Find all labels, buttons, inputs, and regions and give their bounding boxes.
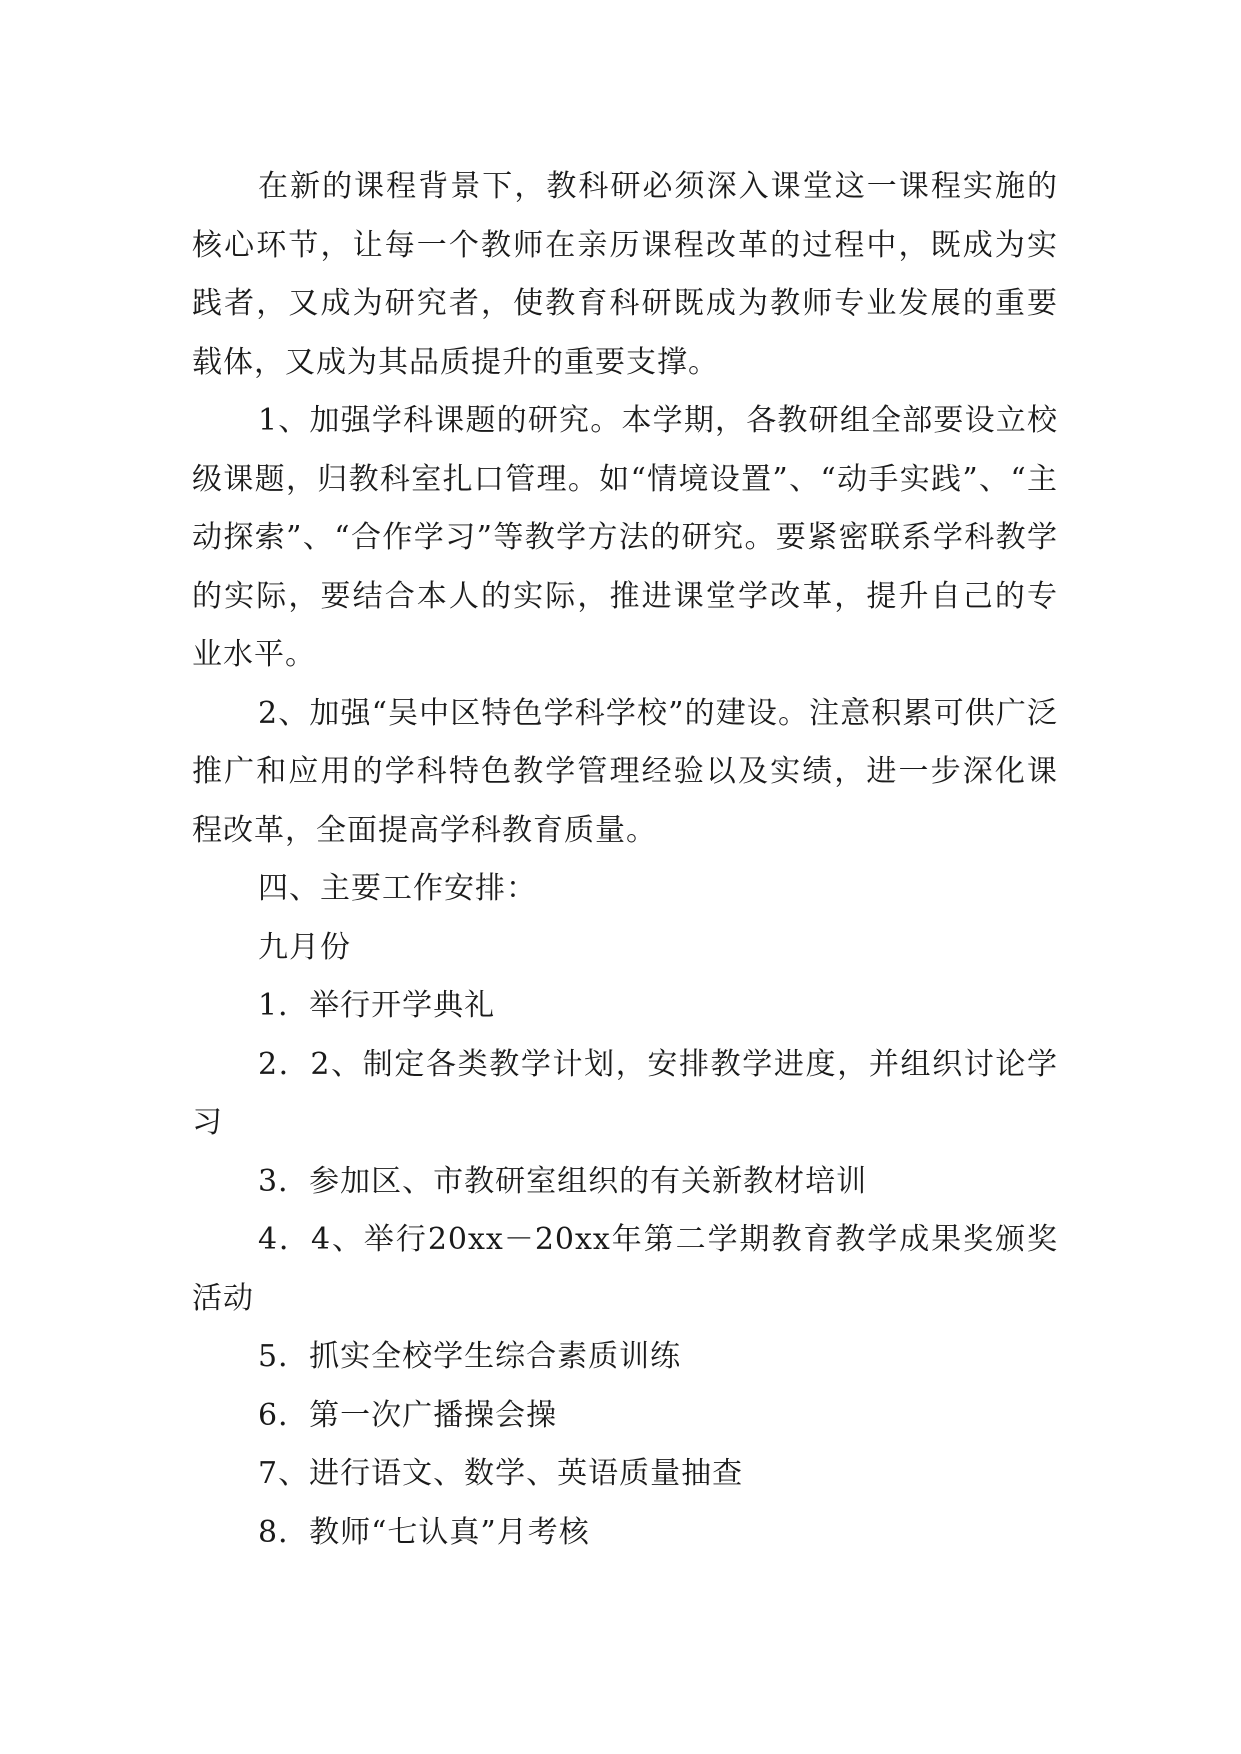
list-item: 7、进行语文、数学、英语质量抽查 [258, 1456, 744, 1491]
list-item: 4．4、举行20xx－20xx年第二学期教育教学成果奖颁奖活动 [192, 1222, 1058, 1316]
list-item: 5．抓实全校学生综合素质训练 [258, 1339, 682, 1374]
paragraph-item-1-research: 1、加强学科课题的研究。本学期，各教研组全部要设立校级课题，归教科室扎口管理。如“情境设置”、“动手实践”、“主动探索”、“合作学习”等教学方法的研究。要紧密联系学科教学的实际，要结合本人的实际，推进课堂学改革，提升自己的专业水平。 [192, 403, 1058, 672]
list-item: 1．举行开学典礼 [258, 988, 496, 1023]
list-item: 6．第一次广播操会操 [258, 1397, 558, 1433]
paragraph-item-2-special-school: 2、加强“吴中区特色学科学校”的建设。注意积累可供广泛推广和应用的学科特色教学管理经验以及实绩，进一步深化课程改革，全面提高学科教育质量。 [192, 695, 1058, 848]
list-item: 2．2、制定各类教学计划，安排教学进度，并组织讨论学习 [192, 1046, 1058, 1140]
list-item: 3．参加区、市教研室组织的有关新教材培训 [258, 1163, 868, 1199]
section-heading-work-schedule: 四、主要工作安排： [258, 871, 537, 906]
list-item: 8．教师“七认真”月考核 [258, 1514, 590, 1550]
document-body [192, 158, 1058, 1562]
month-heading-september: 九月份 [258, 929, 351, 965]
paragraph-intro: 在新的课程背景下，教科研必须深入课堂这一课程实施的核心环节，让每一个教师在亲历课程改革的过程中，既成为实践者，又成为研究者，使教育科研既成为教师专业发展的重要载体，又成为其品质提升的重要支撑。 [192, 169, 1058, 380]
